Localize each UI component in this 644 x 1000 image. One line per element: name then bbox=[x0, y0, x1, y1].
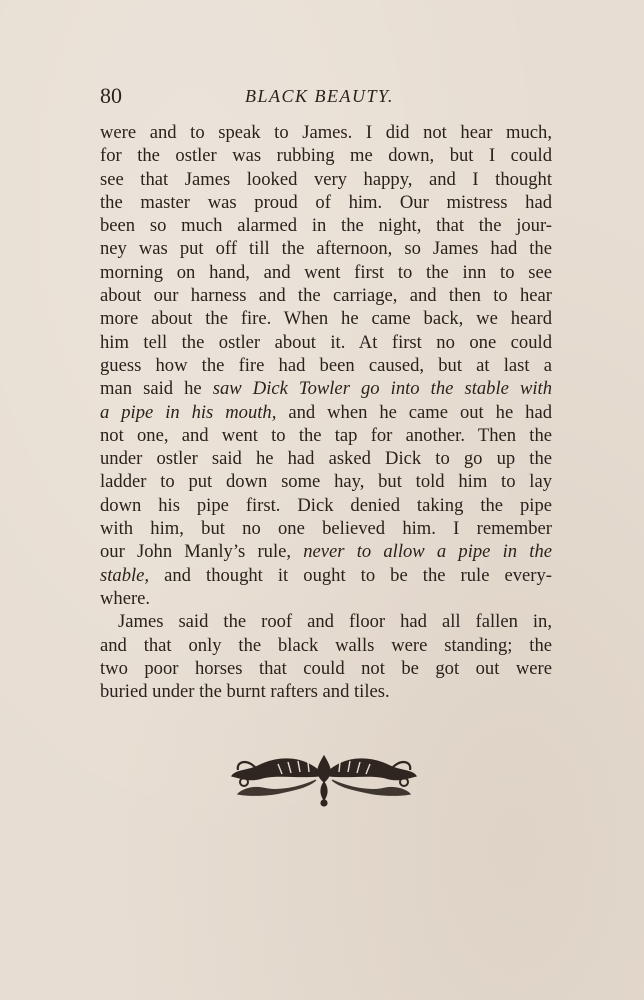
page-number: 80 bbox=[100, 83, 122, 108]
text-line bbox=[100, 517, 552, 540]
book-title: BLACK BEAUTY. bbox=[245, 86, 394, 106]
text-segment: about our harness and the carriage, and then to hear bbox=[100, 285, 552, 307]
text-line bbox=[100, 354, 552, 377]
text-line bbox=[100, 191, 552, 214]
text-line bbox=[100, 237, 552, 260]
text-line bbox=[100, 657, 552, 680]
text-line bbox=[100, 144, 552, 167]
text-line bbox=[100, 610, 552, 633]
italic-text: a pipe in his mouth, bbox=[100, 401, 277, 423]
text-line bbox=[100, 214, 552, 237]
text-line bbox=[100, 284, 552, 307]
text-line bbox=[100, 494, 552, 517]
text-segment: ladder to put down some hay, but told him to lay bbox=[100, 471, 552, 493]
text-line bbox=[100, 680, 552, 703]
italic-text: never to allow a pipe in the bbox=[303, 541, 552, 563]
text-line bbox=[100, 331, 552, 354]
text-segment: where. bbox=[100, 587, 151, 609]
text-segment: not one, and went to the tap for another. Then the bbox=[100, 424, 552, 446]
text-line bbox=[100, 121, 552, 144]
text-segment: and when he came out he had bbox=[276, 401, 552, 423]
text-segment: him tell the ostler about it. At first no one could bbox=[100, 331, 552, 353]
text-line bbox=[100, 470, 552, 493]
text-line bbox=[100, 401, 552, 424]
text-segment: the master was proud of him. Our mistress had bbox=[100, 191, 552, 213]
text-line bbox=[100, 447, 552, 470]
text-line bbox=[100, 540, 552, 563]
text-line bbox=[100, 424, 552, 447]
text-segment: see that James looked very happy, and I thought bbox=[100, 168, 552, 190]
text-segment: more about the fire. When he came back, we heard bbox=[100, 308, 552, 330]
italic-text: saw Dick Towler go into the stable with bbox=[212, 378, 552, 400]
text-segment: buried under the burnt rafters and tiles. bbox=[100, 681, 390, 703]
text-segment: ney was put off till the afternoon, so James had the bbox=[100, 238, 552, 260]
text-line bbox=[100, 587, 552, 610]
text-segment: and that only the black walls were standing; the bbox=[100, 634, 552, 656]
decorative-tailpiece-icon bbox=[228, 748, 420, 808]
text-segment: man said he bbox=[100, 378, 213, 400]
text-segment: down his pipe first. Dick denied taking the pipe bbox=[100, 494, 552, 516]
text-segment: were and to speak to James. I did not hear much, bbox=[100, 122, 552, 143]
text-line bbox=[100, 168, 552, 191]
text-segment: morning on hand, and went first to the inn to see bbox=[100, 261, 552, 283]
paragraph bbox=[100, 610, 552, 703]
text-segment: James said the roof and floor had all fallen in, bbox=[118, 611, 552, 633]
running-head bbox=[100, 82, 552, 110]
text-segment: and thought it ought to be the rule every- bbox=[149, 564, 552, 586]
text-line bbox=[100, 261, 552, 284]
text-line bbox=[100, 377, 552, 400]
text-line bbox=[100, 634, 552, 657]
text-segment: under ostler said he had asked Dick to go up the bbox=[100, 448, 552, 470]
body-text bbox=[100, 121, 552, 703]
text-line bbox=[100, 307, 552, 330]
text-segment: two poor horses that could not be got out were bbox=[100, 657, 552, 679]
text-segment: guess how the fire had been caused, but at last a bbox=[100, 354, 552, 376]
italic-text: stable, bbox=[100, 564, 150, 586]
text-segment: with him, but no one believed him. I remember bbox=[100, 518, 552, 540]
text-segment: been so much alarmed in the night, that the jour- bbox=[100, 215, 552, 237]
text-segment: our John Manly’s rule, bbox=[100, 541, 304, 563]
text-line bbox=[100, 564, 552, 587]
text-segment: for the ostler was rubbing me down, but I could bbox=[100, 145, 552, 167]
paragraph bbox=[100, 121, 552, 610]
